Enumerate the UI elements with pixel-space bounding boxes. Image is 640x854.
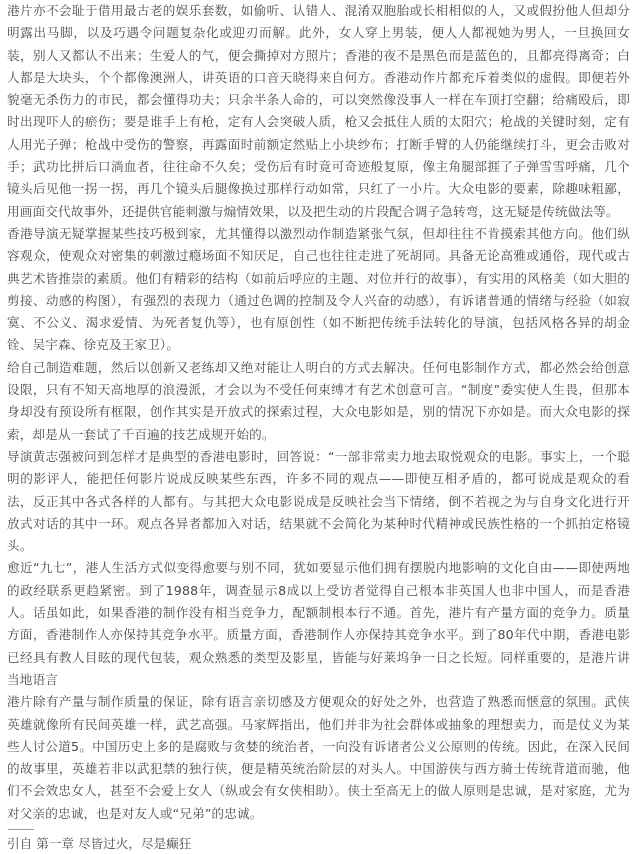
article-paragraph: 香港导演无疑掌握某些技巧极到家，尤其懂得以激烈动作制造紧张气氛，但却往往不肯摸索其他方向。他们纵容观众，使观众对密集的刺激过瘾场面不知厌足，自己也往往走进了死胡同。具备无论高雅或通俗，现代或古典艺术皆推崇的素质。他们有精彩的结构（如前后呼应的主题、对位并行的故事），有实用的风格美（如大胆的剪接、动感的构图），有强烈的表现力（通过色调的控制及令人兴奋的动感），有诉诸普通的情绪与经验（如寂寞、不公义、渴求爱情、为死者复仇等），也有原创性（如不断把传统手法转化的导演，包括风格各异的胡金铨、吴宇森、徐克及王家卫）。 <box>7 225 630 353</box>
article-paragraph: 愈近“九七”，港人生活方式似变得愈要与别不同，犹如要显示他们拥有摆脱内地影响的文化自由——即使两地的政经联系更趋紧密。到了1988年，调查显示8成以上受访者觉得自己根本非英国人也非中国人，而是香港人。话虽如此，如果香港的制作没有相当竞争力，配额制根本行不通。首先，港片有产量方面的竞争力。质量方面，香港制作人亦保持其竞争水平。质量方面，香港制作人亦保持其竞争水平。到了80年代中期，香港电影已经具有教人目眩的现代包装，观众熟悉的类型及影星，皆能与好莱坞争一日之长短。同样重要的，是港片讲当地语言 <box>7 560 630 687</box>
article-paragraph: 港片亦不会耻于借用最古老的娱乐套数，如偷听、认错人、混淆双胞胎或长相相似的人，又或假扮他人但却分明露出马脚，以及巧遇令问题复杂化或迎刃而解。此外，女人穿上男装，便人人都视她为男人，一旦换回女装，别人又都认不出来；生爱人的气，便会撕掉对方照片；香港的夜不是黑色而是蓝色的，且都亮得离奇；白人都是大块头，个个都像澳洲人，讲英语的口音天晓得来自何方。香港动作片都充斥着类似的虚假。即便若外貌毫无杀伤力的市民，都会懂得功夫；只余半条人命的，可以突然像没事人一样在车顶打空翻；给痛殴后，即时出现吓人的瘀伤；要是谁手上有枪，定有人会突破人质，枪又会抵住人质的太阳穴；枪战的关键时刻，定有人用光子弹；枪战中受伤的警察，再露面时前额定然贴上小块纱布；打断手臂的人仍能继续打斗，更会击败对手；武功比拼后口淌血者，往往命不久矣；受伤后有时竟可奇迹般复原，像主角腿部捱了子弹雪雪呼痛，几个镜头后见他一拐一拐，再几个镜头后腿像换过那样行动如常，只红了一小片。大众电影的要素，除趣味粗鄙，用画面交代故事外，还提供官能刺激与煽情效果，以及把生动的片段配合调子急转弯，这无疑是传统做法等。 <box>7 3 630 219</box>
article-paragraph: 港片除有产量与制作质量的保证，除有语言亲切感及方便观众的好处之外，也营造了熟悉而惬意的氛围。武侠英雄就像所有民间英雄一样，武艺高强。马家辉指出，他们并非为社会群体或抽象的理想卖力，而是仗义为某些人讨公道5。中国历史上多的是腐败与贪婪的统治者，一向没有诉诸者公义公原则的传统。因此，在深入民间的故事里，英雄若非以武犯禁的独行侠，便是精英统治阶层的对头人。中国游侠与西方骑士传统背道而驰，他们不会效忠女人，甚至不会爱上女人（纵或会有女侠相助）。侠士至高无上的做人原则是忠诚，是对家庭，尤为对父亲的忠诚，也是对友人或“兄弟”的忠诚。 <box>7 694 630 821</box>
article-paragraph: 导演黄志强被问到怎样才是典型的香港电影时，回答说：“一部非常卖力地去取悦观众的电影。事实上，一个聪明的影评人，能把任何影片说成反映某些东西，许多不同的观点——即使互相矛盾的，都可说成是观众的看法，反正其中各式各样的人都有。与其把大众电影说成是反映社会当下情绪，倒不若视之为与自身文化进行开放式对话的其中一环。观点各异者都加入对话，结果就不会简化为某种时代精神或民族性格的一个抓拍定格镜头。 <box>7 448 630 554</box>
citation-label: 引自 <box>7 835 33 851</box>
footer-divider <box>8 829 34 830</box>
citation-chapter: 第一章 尽皆过火，尽是癫狂 <box>36 835 192 851</box>
article-paragraph: 给自己制造难题，然后以创新又老练却又绝对能让人明白的方式去解决。任何电影制作方式，都必然会给创意设限，只有不知天高地厚的浪漫派，才会以为不受任何束缚才有艺术创意可言。“制度”委实使人生畏，但那本身却没有预设所有框限，创作其实是开放式的探索过程，大众电影如是，别的情况下亦如是。而大众电影的探索，却是从一套试了千百遍的技艺成规开始的。 <box>7 359 630 442</box>
